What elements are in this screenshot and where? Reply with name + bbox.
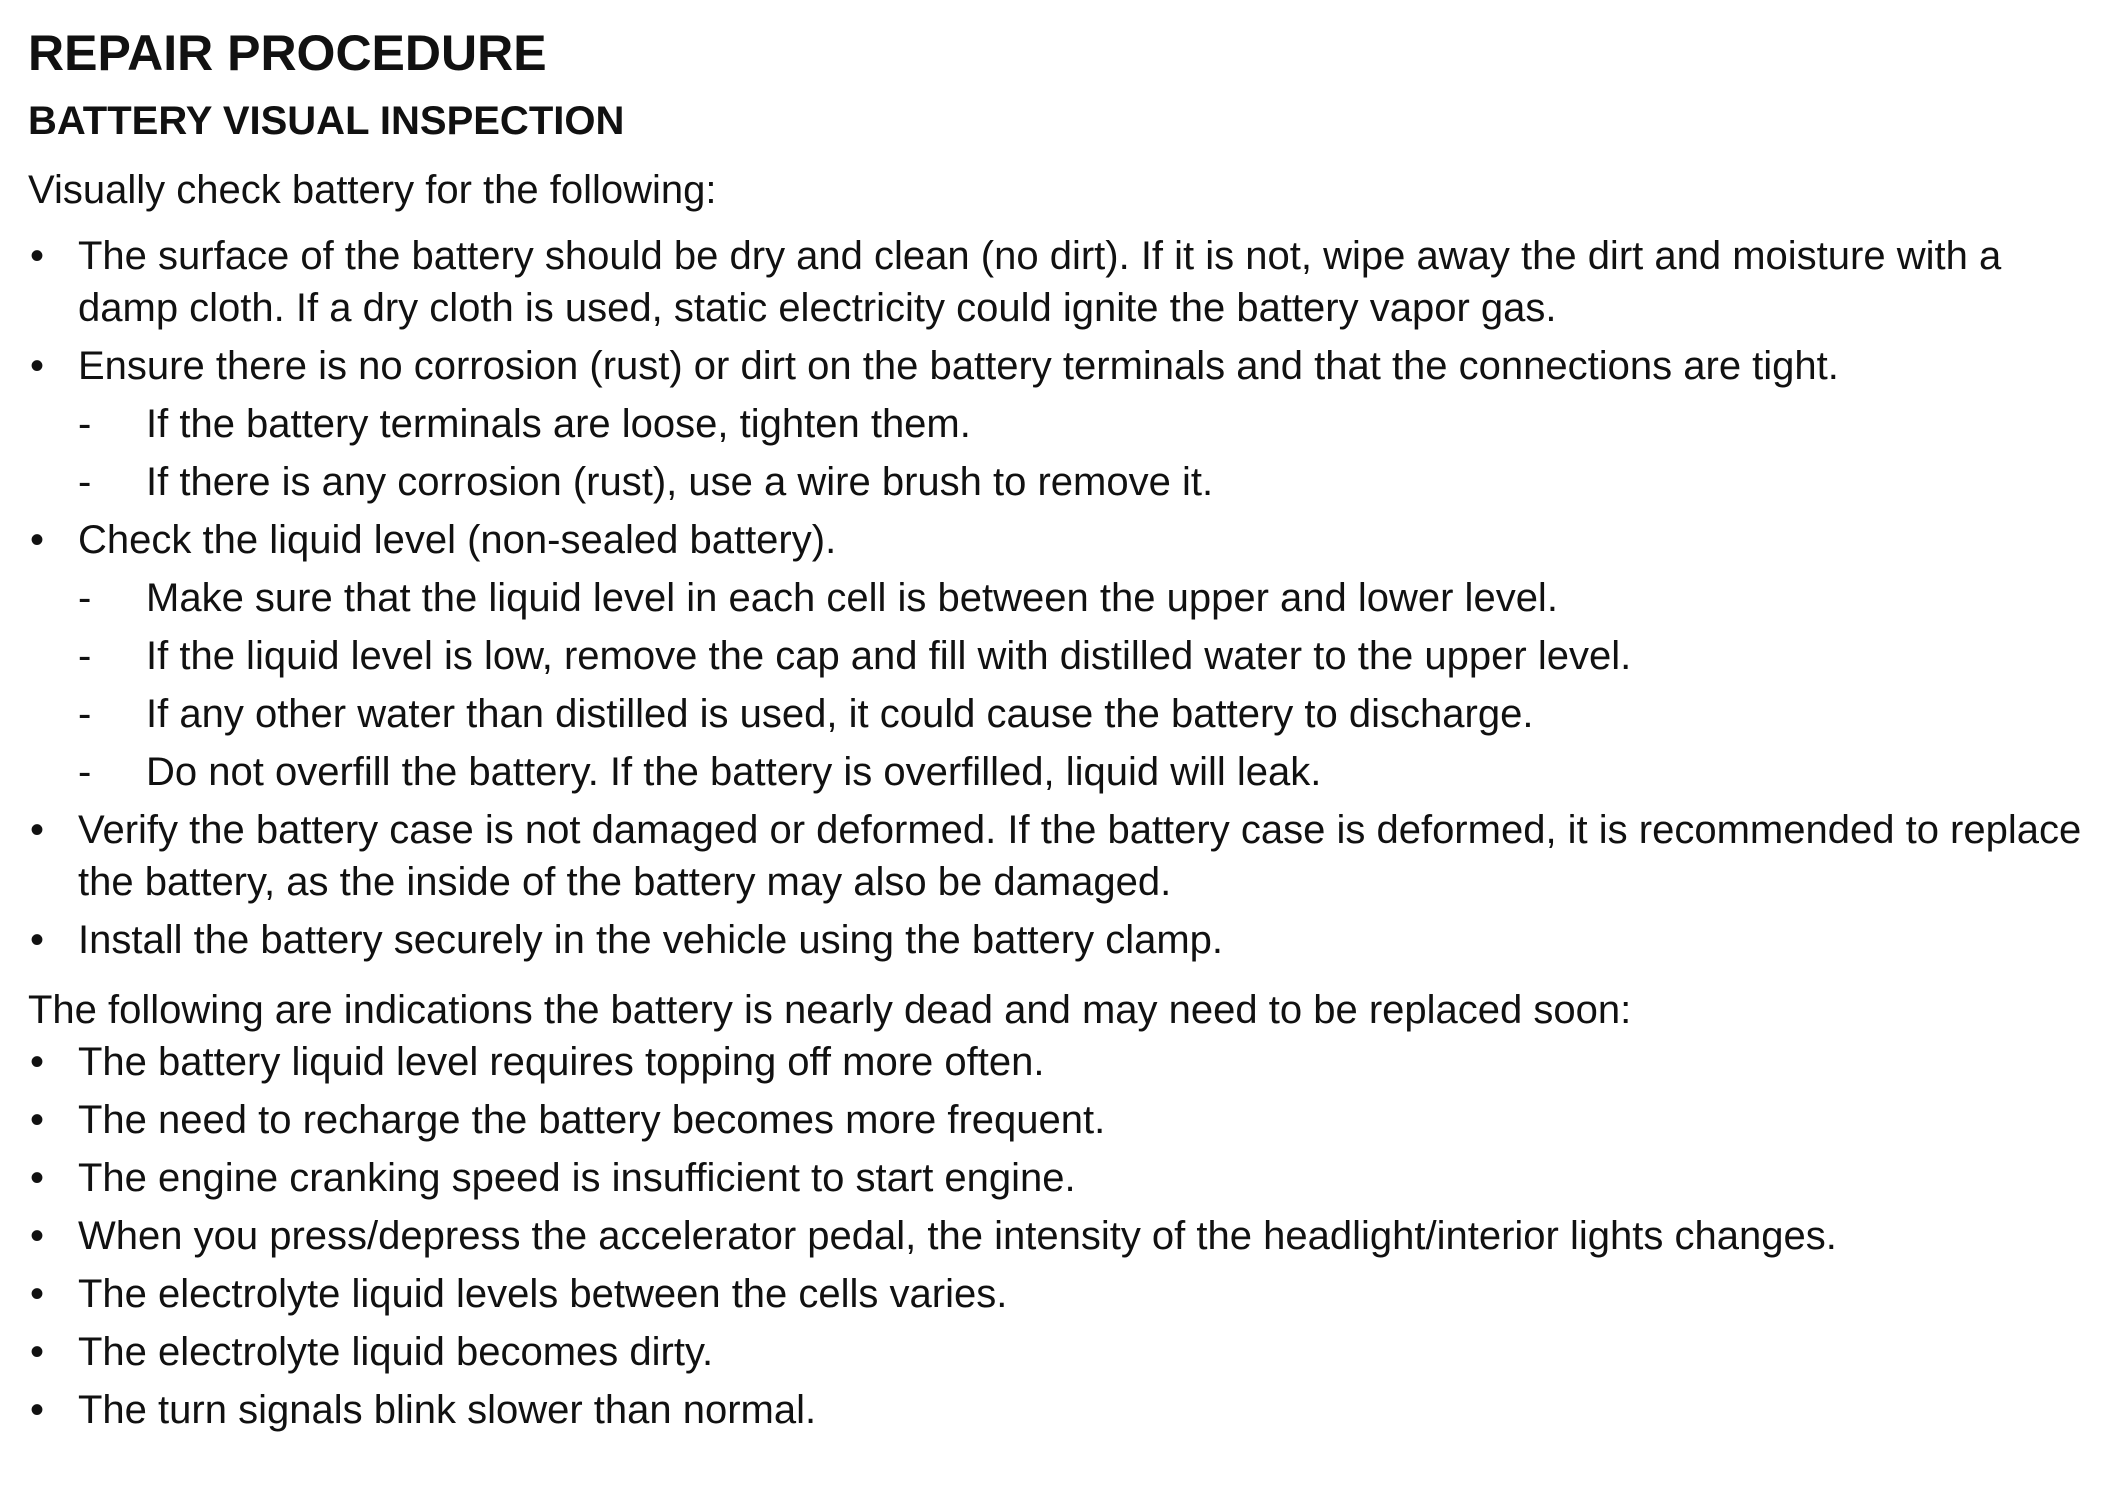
list-item-text: The surface of the battery should be dry and clean (no dirt). If it is not, wipe away the dirt and moisture with a damp cloth. If a dry cloth is used, static electricity could ignite the battery vapor gas. bbox=[78, 234, 2002, 330]
list-item bbox=[28, 514, 2098, 798]
list-item: • The turn signals blink slower than normal. bbox=[28, 1384, 2098, 1436]
list-item bbox=[28, 804, 2098, 908]
sub-list-item: - If the battery terminals are loose, tighten them. bbox=[78, 398, 2098, 450]
sub-list-item: - If any other water than distilled is used, it could cause the battery to discharge. bbox=[78, 688, 2098, 740]
list-item: • The electrolyte liquid levels between the cells varies. bbox=[28, 1268, 2098, 1320]
sub-list-item: - Do not overfill the battery. If the battery is overfilled, liquid will leak. bbox=[78, 746, 2098, 798]
list-item bbox=[28, 340, 2098, 508]
list-item-text: Ensure there is no corrosion (rust) or dirt on the battery terminals and that the connections are tight. bbox=[78, 344, 1839, 388]
inspection-checklist bbox=[28, 230, 2098, 966]
document bbox=[28, 24, 2098, 1442]
list-item: • The battery liquid level requires topping off more often. bbox=[28, 1036, 2098, 1088]
intro-text: Visually check battery for the following: bbox=[28, 168, 717, 212]
sub-list-item: - Make sure that the liquid level in each cell is between the upper and lower level. bbox=[78, 572, 2098, 624]
list-item: • The engine cranking speed is insufficient to start engine. bbox=[28, 1152, 2098, 1204]
sub-list bbox=[78, 398, 2098, 508]
indications-list bbox=[28, 1036, 2098, 1436]
sub-list bbox=[78, 572, 2098, 798]
indications-intro: The following are indications the battery is nearly dead and may need to be replaced soon: bbox=[28, 988, 1632, 1032]
list-item: • The need to recharge the battery becomes more frequent. bbox=[28, 1094, 2098, 1146]
list-item: • The electrolyte liquid becomes dirty. bbox=[28, 1326, 2098, 1378]
list-item-text: Check the liquid level (non-sealed battery). bbox=[78, 518, 837, 562]
section-heading: BATTERY VISUAL INSPECTION bbox=[28, 99, 625, 143]
list-item: • When you press/depress the accelerator pedal, the intensity of the headlight/interior lights changes. bbox=[28, 1210, 2098, 1262]
list-item-text: Verify the battery case is not damaged or deformed. If the battery case is deformed, it is recommended to replace the battery, as the inside of the battery may also be damaged. bbox=[78, 808, 2082, 904]
list-item-text: Install the battery securely in the vehicle using the battery clamp. bbox=[78, 918, 1224, 962]
list-item bbox=[28, 914, 2098, 966]
sub-list-item: - If there is any corrosion (rust), use a wire brush to remove it. bbox=[78, 456, 2098, 508]
list-item bbox=[28, 230, 2098, 334]
sub-list-item: - If the liquid level is low, remove the cap and fill with distilled water to the upper level. bbox=[78, 630, 2098, 682]
page-title: REPAIR PROCEDURE bbox=[28, 25, 547, 81]
